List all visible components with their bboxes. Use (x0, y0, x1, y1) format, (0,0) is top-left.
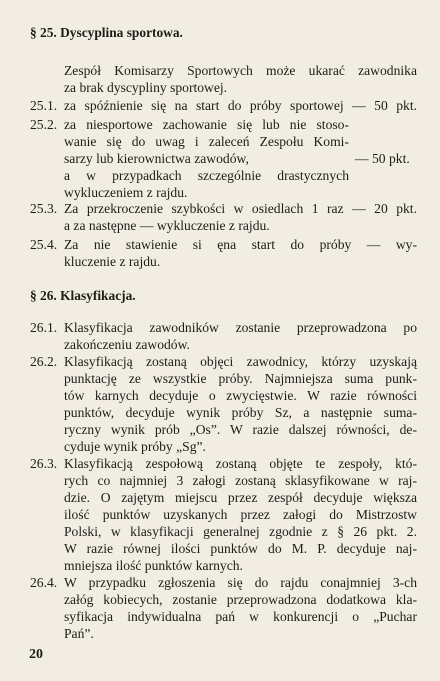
item-26-4-number: 26.4. (30, 575, 58, 590)
item-25-2-line-1: za niesportowe zachowanie się lub nie stoso- (64, 117, 349, 132)
item-26-2-line-2: punktację ze wszystkie próby. Najmniejsza suma punk- (64, 371, 417, 386)
item-25-2-line-4: a w przypadkach szczególnie drastycznych (64, 168, 349, 183)
item-26-1-number: 26.1. (30, 320, 58, 335)
item-25-2-number: 25.2. (30, 117, 58, 132)
item-25-2-penalty: — 50 pkt. (355, 151, 410, 166)
item-26-3-line-1: Klasyfikacją zespołową zostaną objęte te zespoły, któ- (64, 456, 417, 471)
item-25-1-line-1: za spóźnienie się na start do próby sportowej — 50 pkt. (64, 98, 417, 113)
item-26-2-line-5: ryczny wynik prób „Os”. W razie dalszej równości, de- (64, 422, 417, 437)
item-25-2-line-3: sarzy lub kierownictwa zawodów, (64, 151, 249, 166)
section-25-heading: § 25. Dyscyplina sportowa. (30, 25, 183, 40)
item-26-1-line-2: zakończeniu zawodów. (64, 337, 190, 352)
section-26-heading: § 26. Klasyfikacja. (30, 288, 136, 303)
item-26-4-line-2: załóg kobiecych, zostanie przeprowadzona dodatkowa kla- (64, 592, 417, 607)
page-number: 20 (29, 647, 43, 662)
item-25-1-number: 25.1. (30, 98, 58, 113)
item-25-3-number: 25.3. (30, 201, 58, 216)
item-26-3-line-7: mniejsza ilość punktów karnych. (64, 558, 243, 573)
item-25-4-number: 25.4. (30, 237, 58, 252)
item-26-2-line-3: tów karnych decyduje o zwycięstwie. W razie równości (64, 388, 417, 403)
item-26-2-line-6: cyduje wynik próby „Sg”. (64, 439, 206, 454)
item-25-3-line-2: a za następne — wykluczenie z rajdu. (64, 218, 270, 233)
item-26-1-line-1: Klasyfikacja zawodników zostanie przeprowadzona po (64, 320, 417, 335)
item-26-3-line-5: Polski, w klasyfikacji generalnej zgodnie z § 26 pkt. 2. (64, 524, 417, 539)
item-26-3-line-2: rych co najmniej 3 załogi zostaną sklasyfikowane w raj- (64, 473, 417, 488)
item-25-3-line-1: Za przekroczenie szybkości w osiedlach 1 raz — 20 pkt. (64, 201, 417, 216)
item-25-2-line-5: wykluczeniem z rajdu. (64, 185, 188, 200)
item-26-3-number: 26.3. (30, 456, 58, 471)
item-26-2-line-1: Klasyfikacją zostaną objęci zawodnicy, którzy uzyskają (64, 354, 417, 369)
item-26-4-line-3: syfikacja indywidualna pań w konkurencji o „Puchar (64, 609, 417, 624)
item-25-4-line-1: Za nie stawienie si ęna start do próby — wy- (64, 237, 417, 252)
item-26-3-line-4: ilość punktów uzyskanych przez załogi do Mistrzostw (64, 507, 417, 522)
item-26-3-line-6: W razie równej ilości punktów do M. P. decyduje naj- (64, 541, 417, 556)
item-26-2-number: 26.2. (30, 354, 58, 369)
item-25-2-line-2: wanie się do uwag i zaleceń Zespołu Komi- (64, 134, 349, 149)
item-25-4-line-2: kluczenie z rajdu. (64, 254, 161, 269)
section-25-intro-line-1: Zespół Komisarzy Sportowych może ukarać zawodnika (64, 63, 417, 78)
item-26-3-line-3: dzie. O zajętym miejscu przez zespół decyduje większa (64, 490, 417, 505)
item-26-4-line-4: Pań”. (64, 626, 94, 641)
item-26-4-line-1: W przypadku zgłoszenia się do rajdu conajmniej 3-ch (64, 575, 417, 590)
section-25-intro-line-2: za brak dyscypliny sportowej. (64, 80, 228, 95)
item-26-2-line-4: punktów, decyduje wynik próby Sz, a następnie suma- (64, 405, 417, 420)
